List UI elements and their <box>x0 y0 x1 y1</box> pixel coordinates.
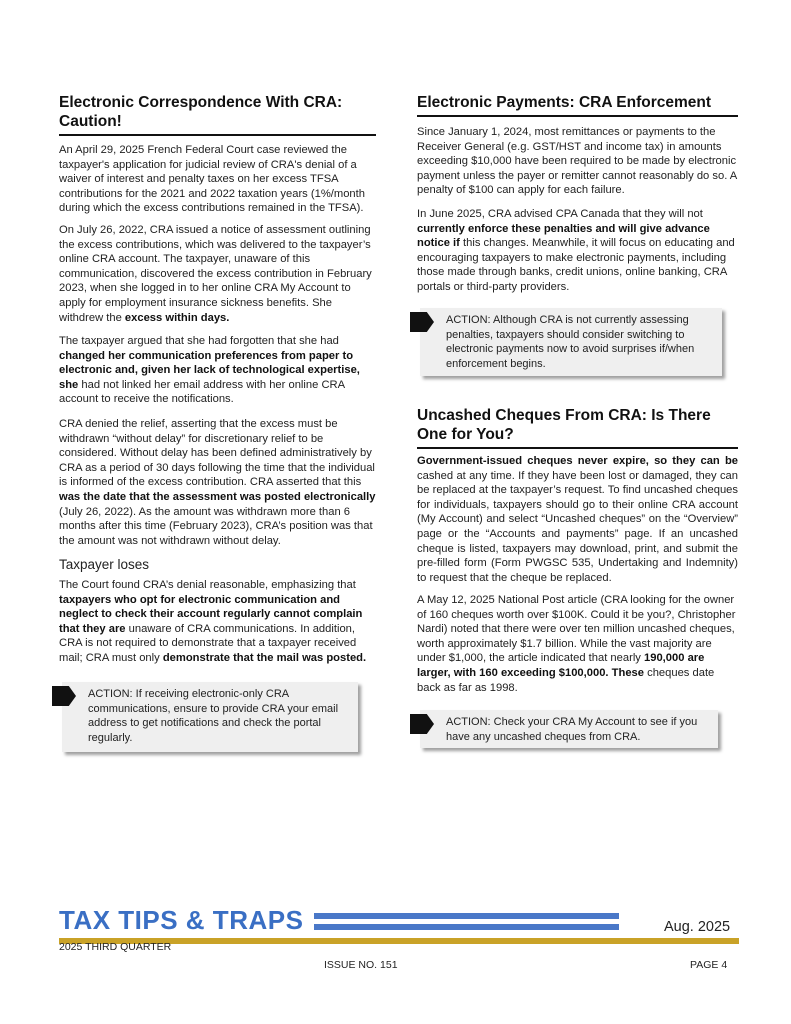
left-paragraph-4 <box>59 417 376 548</box>
left-paragraph-5-bold: taxpayers who opt for electronic communication and neglect to check their account regularly cannot complain that they are <box>59 593 363 635</box>
action-box-cheques <box>420 710 718 748</box>
right-paragraph-3 <box>417 454 738 585</box>
right-paragraph-3-bold: Government-issued cheques never expire, so they can be <box>417 455 738 467</box>
right-paragraph-1: Since January 1, 2024, most remittances or payments to the Receiver General (e.g. GST/HST and income tax) in amounts exceeding $10,000 have been required to be made by electronic payment unless the payer or remitter cannot reasonably do so. A penalty of $100 can apply for each failure. <box>417 126 737 197</box>
left-paragraph-2 <box>59 223 376 325</box>
flag-icon <box>410 714 434 734</box>
left-paragraph-5-bold-end: demonstrate that the mail was posted. <box>162 651 367 664</box>
flag-icon <box>410 312 434 332</box>
right-paragraph-4-text: A May 12, 2025 National Post article (CRA looking for the owner of 160 cheques worth over $100K. Could it be you?, Christopher Nardi) noted that there were over ten million uncashed cheques, worth approximately $1.7 billion. While the vast majority are under $1,000, the article indicated that nearly <box>417 594 736 665</box>
left-paragraph-1: An April 29, 2025 French Federal Court case reviewed the taxpayer's application for judicial review of CRA's denial of a waiver of interest and penalty taxes on her excess TFSA contributions for the 2021 and 2022 taxation years (1%/month during which the excess contributions remained in the TFSA). <box>59 144 365 215</box>
right-paragraph-4 <box>417 593 738 695</box>
left-paragraph-4-bold: was the date that the assessment was posted electronically <box>59 490 376 503</box>
right-paragraph-2-tail: this changes. Meanwhile, it will focus on educating and encouraging taxpayers to make electronic payments, including those made through banks, credit unions, online banking, CRA portals or third-party providers. <box>417 237 735 293</box>
right-paragraph-2-bold: currently enforce these penalties and will give advance notice if <box>417 222 710 250</box>
left-paragraph-4-text: CRA denied the relief, asserting that the excess must be withdrawn “without delay” for discretionary relief to be considered. Without delay has been defined administratively by CRA as a period of 30 days following the time that the individual is informed of the excess contribution. CRA asserted that this <box>59 418 375 489</box>
issue-number: ISSUE NO. 151 <box>324 959 398 971</box>
newsletter-brand-logo: TAX TIPS & TRAPS <box>59 905 304 935</box>
action-box-email <box>62 682 358 752</box>
action-text: ACTION: Although CRA is not currently assessing penalties, taxpayers should consider switching to electronic payments now to avoid surprises if/when enforcement begins. <box>446 314 695 370</box>
section-heading-electronic-payments: Electronic Payments: CRA Enforcement <box>417 93 738 117</box>
right-paragraph-2 <box>417 207 738 295</box>
left-paragraph-3 <box>59 334 376 407</box>
right-paragraph-4-tail: cheques date back as far as 1998. <box>417 666 715 694</box>
section-heading-uncashed-cheques: Uncashed Cheques From CRA: Is There One for You? <box>417 406 738 449</box>
left-column <box>59 93 376 744</box>
right-paragraph-3-text: cashed at any time. If they have been lost or damaged, they can be replaced at the taxpayer’s request. To find uncashed cheques for individuals, taxpayers should go to their online CRA account (My Account) and select “Uncashed cheques” on the “Overview” page or the “Accounts and payments” page. If an uncashed cheque is listed, taxpayers may download, print, and submit the pre-filled form (Form PWGSC 535, Undertaking and Indemnity) to request that the cheque be replaced. <box>417 469 738 584</box>
page-number: PAGE 4 <box>690 959 728 971</box>
right-paragraph-2-text: In June 2025, CRA advised CPA Canada that they will not <box>417 208 703 220</box>
left-paragraph-3-text: The taxpayer argued that she had forgotten that she had <box>59 335 339 347</box>
left-paragraph-2-bold: excess within days. <box>124 311 230 324</box>
left-paragraph-3-bold: changed her communication preferences from paper to electronic and, given her lack of technological expertise, she <box>59 349 360 391</box>
right-column <box>417 93 738 743</box>
left-paragraph-2-text: On July 26, 2022, CRA issued a notice of assessment outlining the excess contributions, which was delivered to the taxpayer’s online CRA account. The taxpayer, unaware of this communication, discovered the excess contribution in February 2023, when she logged in to her online CRA My Account to apply for employment insurance sickness benefits. She withdrew the <box>59 224 372 324</box>
issue-date: Aug. 2025 <box>664 919 731 935</box>
left-paragraph-5-text: The Court found CRA’s denial reasonable, emphasizing that <box>59 579 356 591</box>
left-paragraph-5 <box>59 578 376 666</box>
left-paragraph-4-tail: (July 26, 2022). As the amount was withdrawn more than 6 months after this time (February 2023), CRA’s position was that the amount was not withdrawn without delay. <box>59 505 373 547</box>
action-box-penalties <box>420 308 722 376</box>
blue-stripe-2 <box>314 924 619 930</box>
quarter-label: 2025 THIRD QUARTER <box>59 941 172 953</box>
left-paragraph-3-tail: had not linked her email address with her online CRA account to receive the notifications. <box>59 378 345 406</box>
blue-stripe-1 <box>314 913 619 919</box>
left-paragraph-5-mid: unaware of CRA communications. In addition, CRA is not required to demonstrate that a taxpayer received mail; CRA must only <box>59 622 357 664</box>
action-text: ACTION: If receiving electronic-only CRA communications, ensure to provide CRA your email address to get notifications and check the portal regularly. <box>88 688 339 744</box>
subheading-taxpayer-loses: Taxpayer loses <box>59 557 150 572</box>
action-text: ACTION: Check your CRA My Account to see if you have any uncashed cheques from CRA. <box>446 716 698 743</box>
flag-icon <box>52 686 76 706</box>
right-paragraph-4-bold: 190,000 are larger, with 160 exceeding $100,000. These <box>417 652 705 679</box>
section-heading-electronic-correspondence: Electronic Correspondence With CRA: Caution! <box>59 93 376 136</box>
